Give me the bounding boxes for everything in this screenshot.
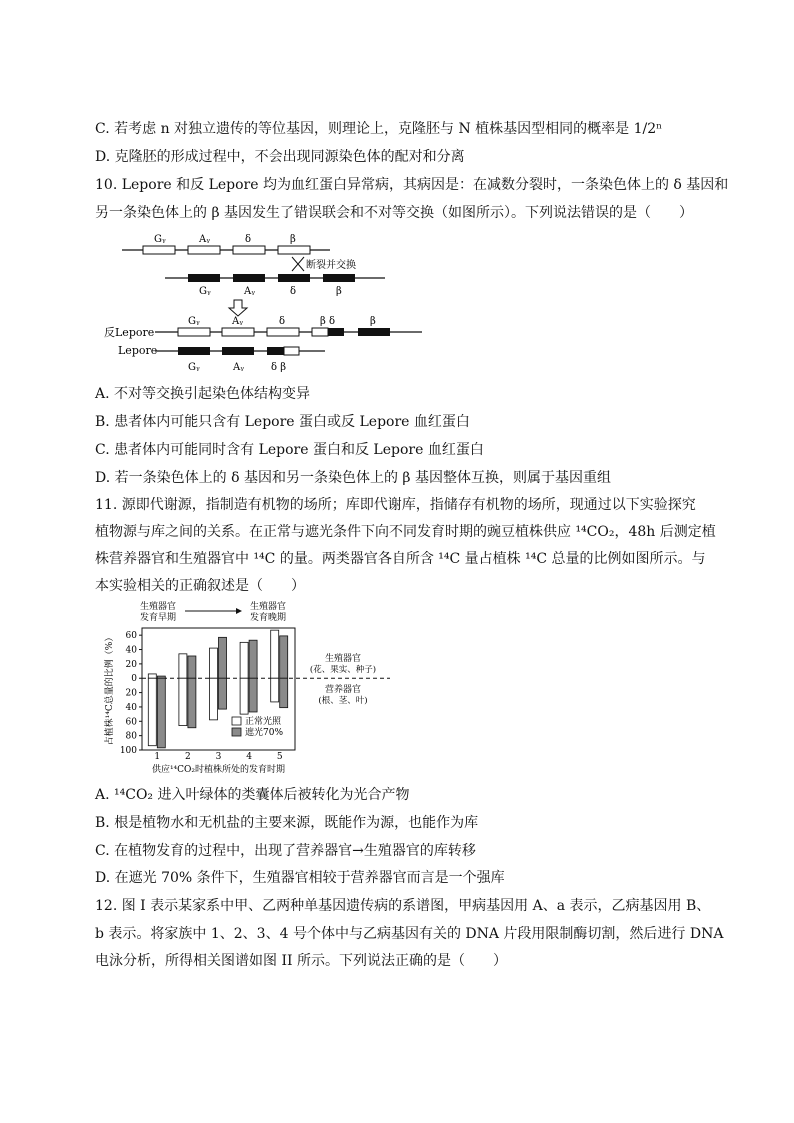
- top-left-label: 发育早期: [139, 613, 177, 623]
- bar-lower: [179, 678, 187, 725]
- legend-label: 正常光照: [245, 717, 282, 727]
- q10-option-c: C. 患者体内可能同时含有 Lepore 蛋白和反 Lepore 血红蛋白: [95, 442, 484, 458]
- q11-option-a: A. ¹⁴CO₂ 进入叶绿体的类囊体后被转化为光合产物: [95, 787, 410, 803]
- bar-lower: [148, 678, 156, 745]
- x-tick-label: 5: [276, 752, 283, 762]
- bar-upper: [179, 654, 187, 678]
- anti-gene-label: β: [370, 316, 376, 327]
- lepore-gene-label: Gᵧ: [188, 362, 200, 373]
- y-axis-label: 占植株¹⁴C总量的比例（%）: [105, 632, 115, 746]
- bar-upper: [271, 630, 279, 678]
- carbon-allocation-chart: [100, 600, 400, 780]
- top-left-label: 生殖器官: [139, 602, 177, 612]
- y-tick-label: 100: [119, 746, 137, 756]
- exchange-label: 断裂并交换: [306, 260, 356, 271]
- q11-stem-line2: 植物源与库之间的关系。在正常与遮光条件下向不同发育时期的豌豆植株供应 ¹⁴CO₂，48h 后测定植: [95, 524, 716, 540]
- q12-stem-line1: 12. 图 I 表示某家系中甲、乙两种单基因遗传病的系谱图，甲病基因用 A、a 表示，乙病基因用 B、: [95, 898, 711, 914]
- top-gene-label: δ: [245, 234, 252, 245]
- x-axis-label: 供应¹⁴CO₂时植株所处的发育时期: [151, 765, 286, 775]
- y-tick-label: 0: [131, 674, 137, 685]
- bottom-gene-label: β: [336, 286, 342, 297]
- bar-lower: [219, 678, 227, 709]
- q10-option-a: A. 不对等交换引起染色体结构变异: [95, 386, 311, 402]
- y-tick-label: 40: [125, 702, 137, 713]
- bottom-gene-label: δ: [290, 286, 297, 297]
- upper-region-label: (花、果实、种子): [309, 665, 377, 675]
- bar-lower: [210, 678, 218, 720]
- q11-stem-line4: 本实验相关的正确叙述是（ ）: [95, 578, 305, 594]
- legend-swatch: [232, 728, 241, 736]
- q11-stem-line1: 11. 源即代谢源，指制造有机物的场所；库即代谢库，指储存有机物的场所，现通过以下实验探究: [95, 497, 696, 513]
- y-tick-label: 20: [125, 688, 137, 699]
- arrow-head-icon: [236, 608, 242, 614]
- y-tick-label: 40: [125, 645, 137, 656]
- q12-stem-line2: b 表示。将家族中 1、2、3、4 号个体中与乙病基因有关的 DNA 片段用限制酶切割，然后进行 DNA: [95, 926, 724, 942]
- x-tick-label: 3: [215, 752, 222, 762]
- lepore-diagram: [100, 228, 430, 378]
- bar-upper: [210, 648, 218, 678]
- y-tick-label: 60: [125, 631, 137, 642]
- bar-lower: [280, 678, 288, 707]
- lower-region-label: (根、茎、叶): [318, 696, 368, 706]
- q11-stem-line3: 株营养器官和生殖器官中 ¹⁴C 的量。两类器官各自所含 ¹⁴C 量占植株 ¹⁴C 总量的比例如图所示。与: [95, 551, 706, 567]
- lepore-label: Lepore: [118, 344, 158, 357]
- x-tick-label: 4: [246, 752, 252, 762]
- lepore-gene-label: δ β: [271, 362, 286, 373]
- x-tick-label: 1: [154, 752, 161, 762]
- anti-gene-label: Gᵧ: [188, 316, 200, 327]
- y-tick-label: 80: [125, 731, 137, 742]
- q11-option-c: C. 在植物发育的过程中，出现了营养器官→生殖器官的库转移: [95, 843, 476, 859]
- top-right-label: 发育晚期: [249, 613, 287, 623]
- bar-lower: [188, 678, 196, 728]
- q9-option-c: C. 若考虑 n 对独立遗传的等位基因，则理论上，克隆胚与 N 植株基因型相同的概率是 1/2ⁿ: [95, 121, 663, 137]
- y-tick-label: 60: [125, 717, 137, 728]
- anti-lepore-label: 反Lepore: [104, 326, 155, 339]
- bar-lower: [157, 678, 165, 748]
- q11-option-d: D. 在遮光 70% 条件下，生殖器官相较于营养器官而言是一个强库: [95, 870, 505, 886]
- q10-stem-line1: 10. Lepore 和反 Lepore 均为血红蛋白异常病，其病因是：在减数分裂时，一条染色体上的 δ 基因和: [95, 177, 729, 193]
- anti-gene-label: Aᵧ: [232, 316, 243, 327]
- lower-region-label: 营养器官: [324, 685, 362, 695]
- y-tick-label: 20: [125, 659, 137, 670]
- x-tick-label: 2: [185, 752, 191, 762]
- q9-option-d: D. 克隆胚的形成过程中，不会出现同源染色体的配对和分离: [95, 149, 465, 165]
- bar-upper: [148, 674, 156, 678]
- bar-lower: [249, 678, 257, 712]
- down-arrow-icon: [229, 300, 247, 316]
- bar-upper: [249, 640, 257, 678]
- anti-gene-label: β δ: [320, 316, 335, 327]
- bar-upper: [188, 656, 196, 678]
- top-gene-label: β: [290, 234, 296, 245]
- top-right-label: 生殖器官: [249, 602, 287, 612]
- q10-stem-line2: 另一条染色体上的 β 基因发生了错误联会和不对等交换（如图所示）。下列说法错误的是（ ）: [95, 205, 693, 221]
- upper-region-label: 生殖器官: [324, 654, 362, 664]
- bottom-gene-label: Gᵧ: [199, 286, 211, 297]
- anti-gene-label: δ: [279, 316, 286, 327]
- bar-lower: [240, 678, 248, 714]
- bar-upper: [280, 636, 288, 678]
- q11-option-b: B. 根是植物水和无机盐的主要来源，既能作为源，也能作为库: [95, 815, 479, 831]
- top-gene-label: Aᵧ: [199, 234, 210, 245]
- q10-option-d: D. 若一条染色体上的 δ 基因和另一条染色体上的 β 基因整体互换，则属于基因重组: [95, 470, 611, 486]
- crossover-mark: [292, 257, 304, 271]
- bar-upper: [240, 642, 248, 678]
- lepore-gene-label: Aᵧ: [233, 362, 244, 373]
- q10-option-b: B. 患者体内可能只含有 Lepore 蛋白或反 Lepore 血红蛋白: [95, 414, 470, 430]
- legend-swatch: [232, 717, 241, 725]
- bar-lower: [271, 678, 279, 702]
- bottom-gene-label: Aᵧ: [244, 286, 255, 297]
- bar-upper: [219, 637, 227, 678]
- top-gene-label: Gᵧ: [154, 234, 166, 245]
- q12-stem-line3: 电泳分析，所得相关图谱如图 II 所示。下列说法正确的是（ ）: [95, 953, 507, 969]
- legend-label: 遮光70%: [245, 728, 284, 738]
